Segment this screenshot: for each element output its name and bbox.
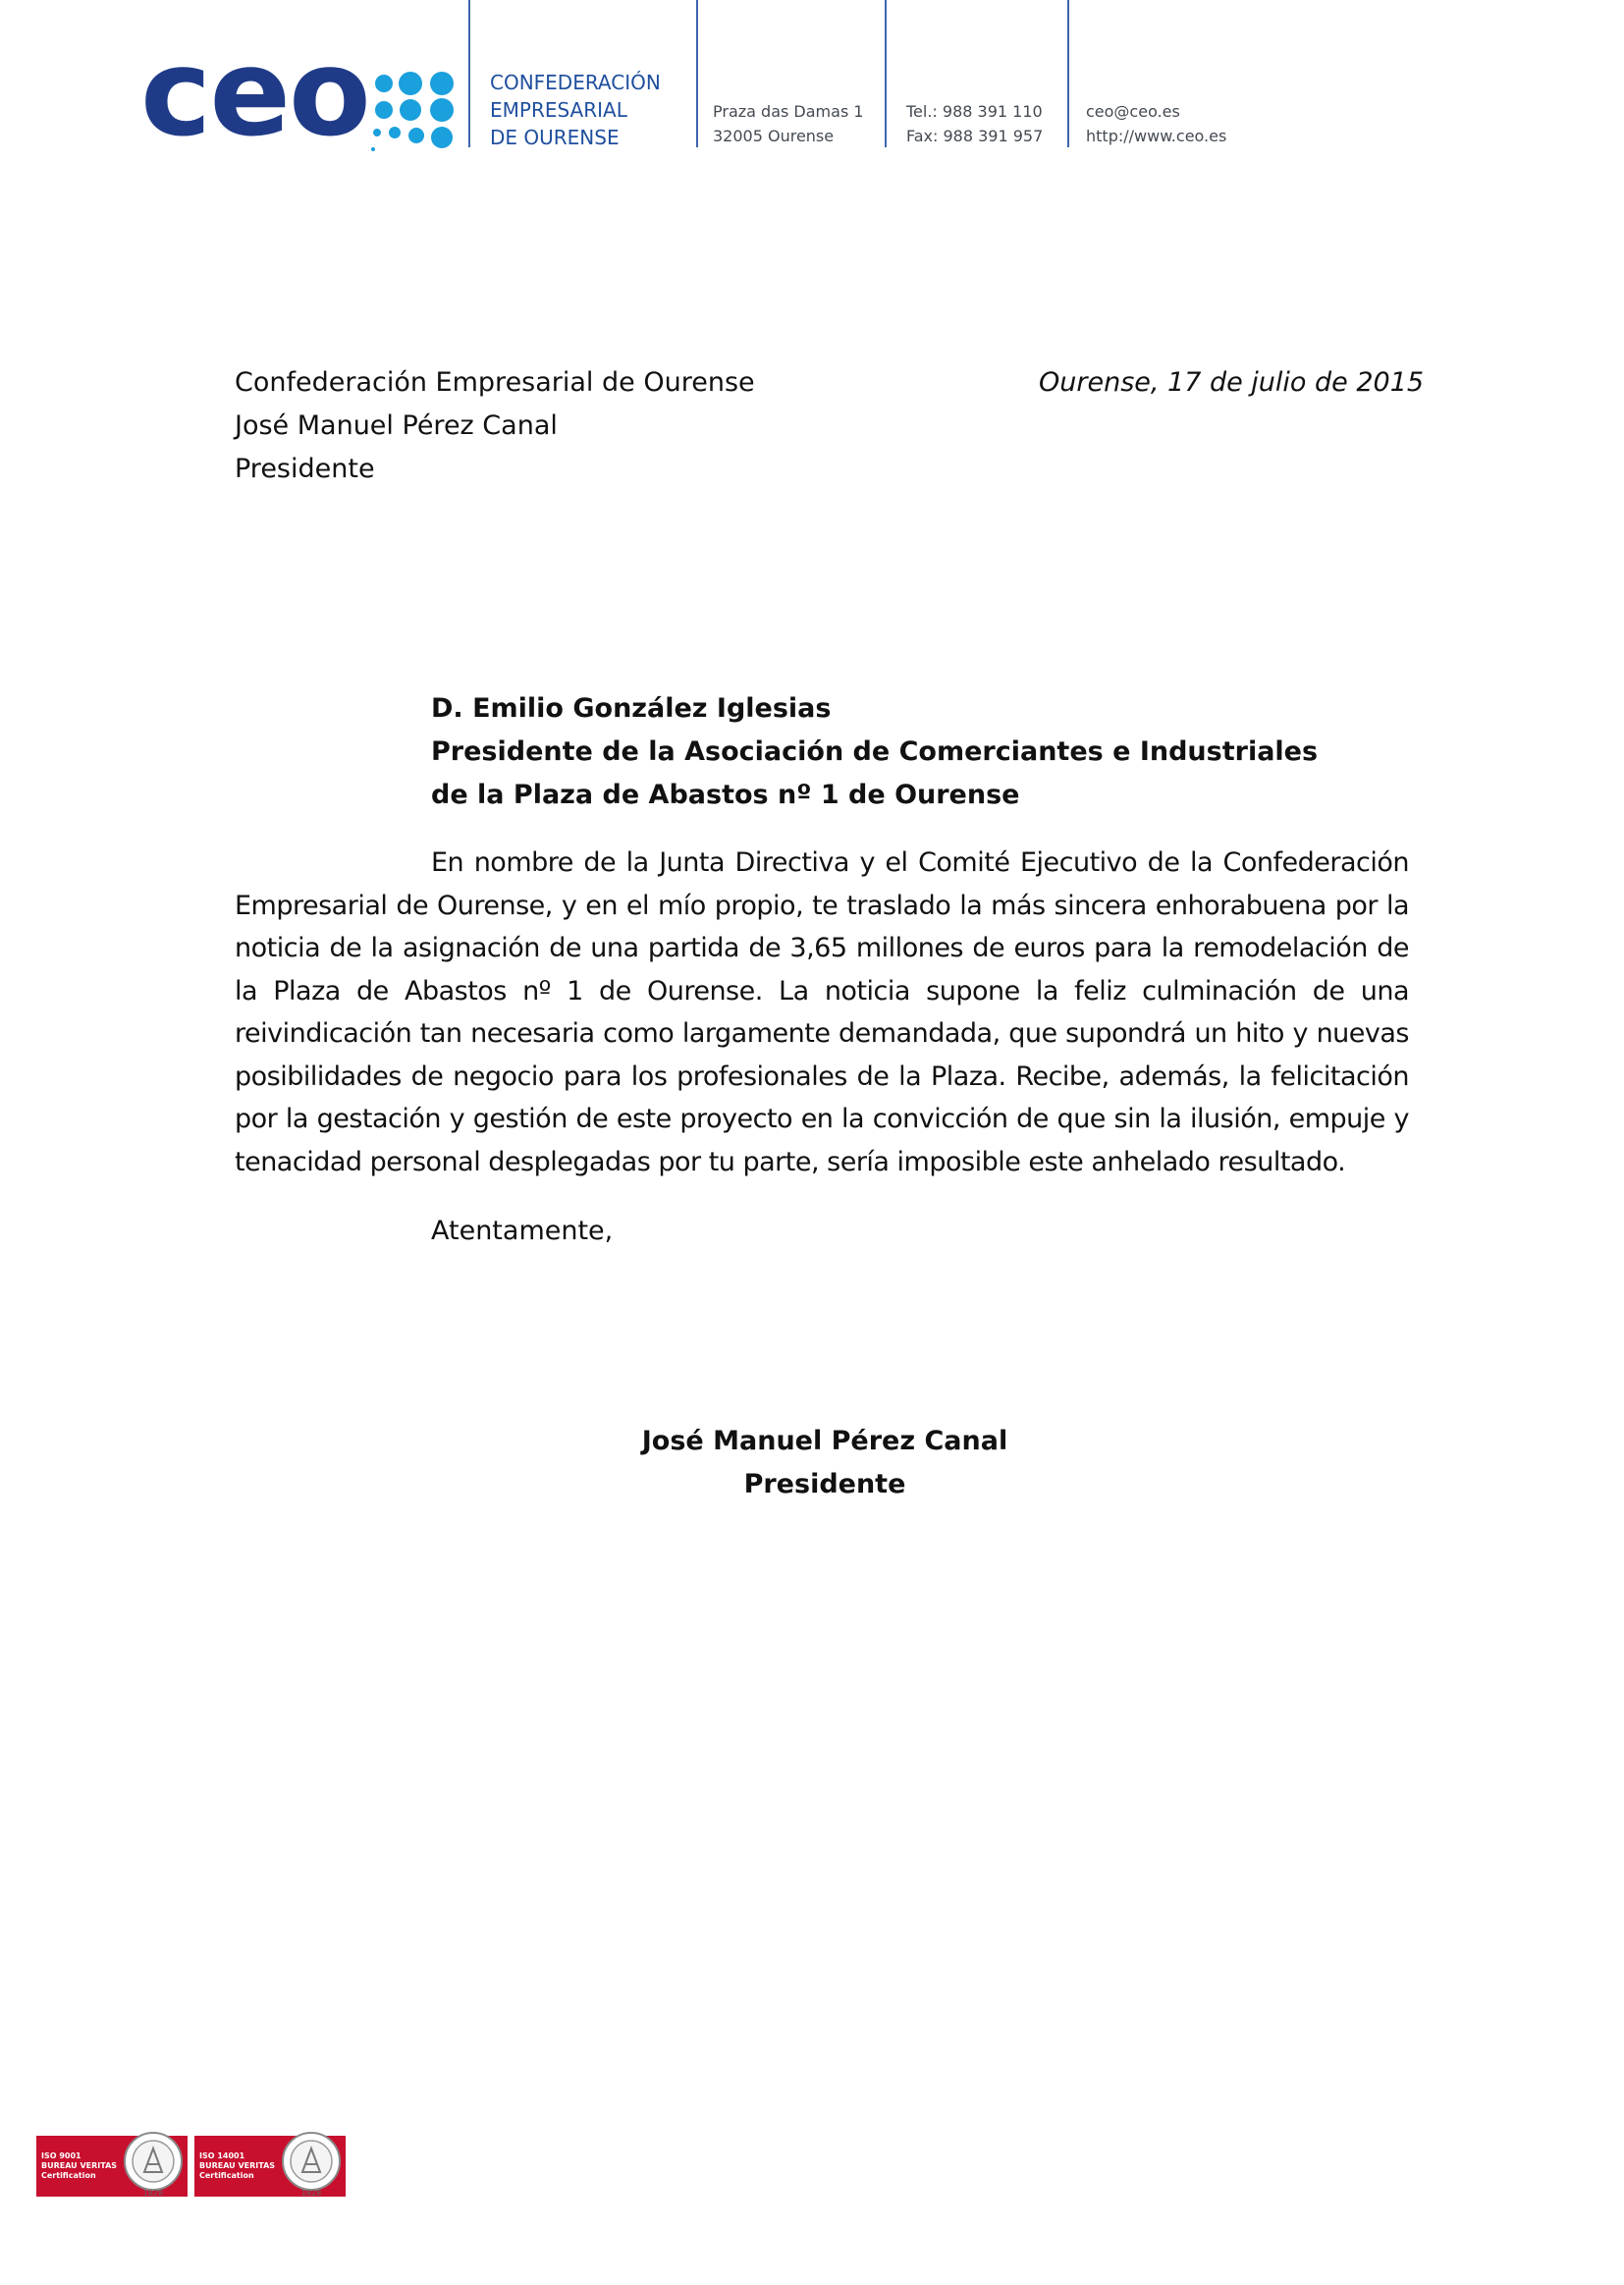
seal-year: 1828 bbox=[300, 2189, 322, 2198]
bureau-veritas-seal-icon bbox=[123, 2129, 184, 2198]
badge-line: ISO 9001 bbox=[41, 2151, 81, 2160]
sender-name: José Manuel Pérez Canal bbox=[235, 410, 558, 441]
badge-line: Certification bbox=[199, 2171, 254, 2180]
org-name-line: DE OURENSE bbox=[490, 126, 620, 149]
closing: Atentamente, bbox=[431, 1216, 614, 1246]
signature-block bbox=[589, 1420, 1060, 1506]
divider-line bbox=[696, 0, 698, 147]
seal-year: 1828 bbox=[142, 2189, 164, 2198]
ceo-logo-wordmark: ceo bbox=[140, 24, 369, 163]
org-name-line: CONFEDERACIÓN bbox=[490, 71, 661, 94]
web-contact bbox=[1086, 99, 1226, 148]
signature-title: Presidente bbox=[743, 1469, 906, 1499]
body-paragraph: En nombre de la Junta Directiva y el Comité Ejecutivo de la Confederación Empresarial de Ourense, y en el mío propio, te traslado la más sincera enhorabuena por la noticia de la asignación de una partida de 3,65 millones de euros para la remodelación de la Plaza de Abastos nº 1 de Ourense. La noticia supone la feliz culminación de una reivindicación tan necesaria como largamente demandada, que supondrá un hito y nuevas posibilidades de negocio para los profesionales de la Plaza. Recibe, además, la felicitación por la gestación y gestión de este proyecto en la convicción de que sin la ilusión, empuje y tenacidad personal desplegadas por tu parte, sería imposible este anhelado resultado. bbox=[235, 847, 1409, 1177]
divider-line bbox=[885, 0, 887, 147]
divider-line bbox=[1067, 0, 1069, 147]
badge-line: BUREAU VERITAS bbox=[41, 2161, 118, 2170]
recipient-organization: de la Plaza de Abastos nº 1 de Ourense bbox=[431, 780, 1020, 810]
recipient-name: D. Emilio González Iglesias bbox=[431, 693, 832, 724]
sender-organization: Confederación Empresarial de Ourense bbox=[235, 367, 755, 398]
signature-name: José Manuel Pérez Canal bbox=[641, 1426, 1008, 1456]
phone-line: Tel.: 988 391 110 bbox=[906, 102, 1043, 121]
recipient-title: Presidente de la Asociación de Comerciantes e Industriales bbox=[431, 736, 1319, 767]
bureau-veritas-seal-icon bbox=[281, 2129, 342, 2198]
badge-line: Certification bbox=[41, 2171, 96, 2180]
recipient-block bbox=[431, 687, 1318, 817]
divider-line bbox=[468, 0, 470, 147]
email-link[interactable]: ceo@ceo.es bbox=[1086, 102, 1180, 121]
address bbox=[713, 99, 864, 148]
address-line: 32005 Ourense bbox=[713, 127, 835, 145]
letter-date: Ourense, 17 de julio de 2015 bbox=[1039, 367, 1425, 398]
badge-text bbox=[41, 2151, 117, 2181]
badge-line: BUREAU VERITAS bbox=[199, 2161, 276, 2170]
org-name-line: EMPRESARIAL bbox=[490, 98, 627, 122]
address-line: Praza das Damas 1 bbox=[713, 102, 864, 121]
badge-line: ISO 14001 bbox=[199, 2151, 245, 2160]
iso-14001-badge bbox=[194, 2136, 346, 2197]
fax-line: Fax: 988 391 957 bbox=[906, 127, 1044, 145]
sender-title: Presidente bbox=[235, 454, 375, 484]
sender-block bbox=[235, 361, 755, 491]
org-name bbox=[490, 69, 661, 151]
phone-fax bbox=[906, 99, 1043, 148]
badge-text bbox=[199, 2151, 275, 2181]
iso-9001-badge bbox=[36, 2136, 188, 2197]
website-link[interactable]: http://www.ceo.es bbox=[1086, 127, 1227, 145]
ceo-logo-dots-icon bbox=[371, 71, 460, 153]
